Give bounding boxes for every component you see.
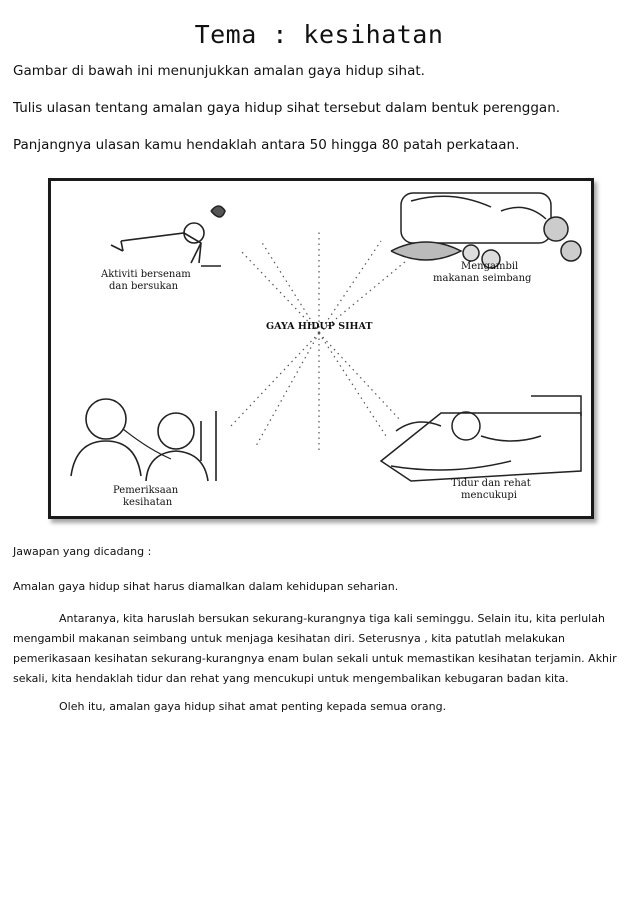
page-title: Tema : kesihatan: [194, 20, 444, 49]
sleep-illustration: [381, 396, 581, 481]
label-food-2: makanan seimbang: [433, 273, 532, 284]
label-exercise-1: Aktiviti bersenam: [101, 269, 191, 280]
figure-center-label: GAYA HIDUP SIHAT: [266, 321, 373, 332]
label-exercise-2: dan bersukan: [109, 281, 179, 292]
label-checkup-2: kesihatan: [123, 497, 173, 508]
label-food-1: Mengambil: [461, 261, 519, 272]
answer-heading: Jawapan yang dicadang :: [13, 545, 152, 558]
label-sleep-1: Tidur dan rehat: [451, 478, 531, 489]
food-illustration: [391, 193, 581, 268]
instruction-1: Gambar di bawah ini menunjukkan amalan gaya hidup sihat.: [13, 63, 425, 79]
answer-paragraph: Antaranya, kita haruslah bersukan sekurang-kurangnya tiga kali seminggu. Selain itu, kita perlulah mengambil makanan seimbang untuk menjaga kesihatan diri. Seterusnya , kita patutlah melakukan pemerikasaan kesihatan sekurang-kurangnya enam bulan sekali untuk memastikan kesihatan terjamin. Akhir sekali, kita hendaklah tidur dan rehat yang mencukupi untuk mengembalikan kebugaran badan kita.: [13, 612, 617, 685]
label-sleep-2: mencukupi: [461, 490, 517, 501]
label-checkup-1: Pemeriksaan: [113, 485, 179, 496]
healthy-lifestyle-figure: [48, 178, 594, 519]
instruction-2: Tulis ulasan tentang amalan gaya hidup sihat tersebut dalam bentuk perenggan.: [13, 100, 561, 116]
answer-intro: Amalan gaya hidup sihat harus diamalkan dalam kehidupan seharian.: [13, 580, 399, 593]
instruction-3: Panjangnya ulasan kamu hendaklah antara 50 hingga 80 patah perkataan.: [13, 137, 520, 153]
exercise-illustration: [111, 206, 225, 266]
checkup-illustration: [71, 399, 216, 481]
answer-conclusion: Oleh itu, amalan gaya hidup sihat amat penting kepada semua orang.: [59, 700, 447, 713]
